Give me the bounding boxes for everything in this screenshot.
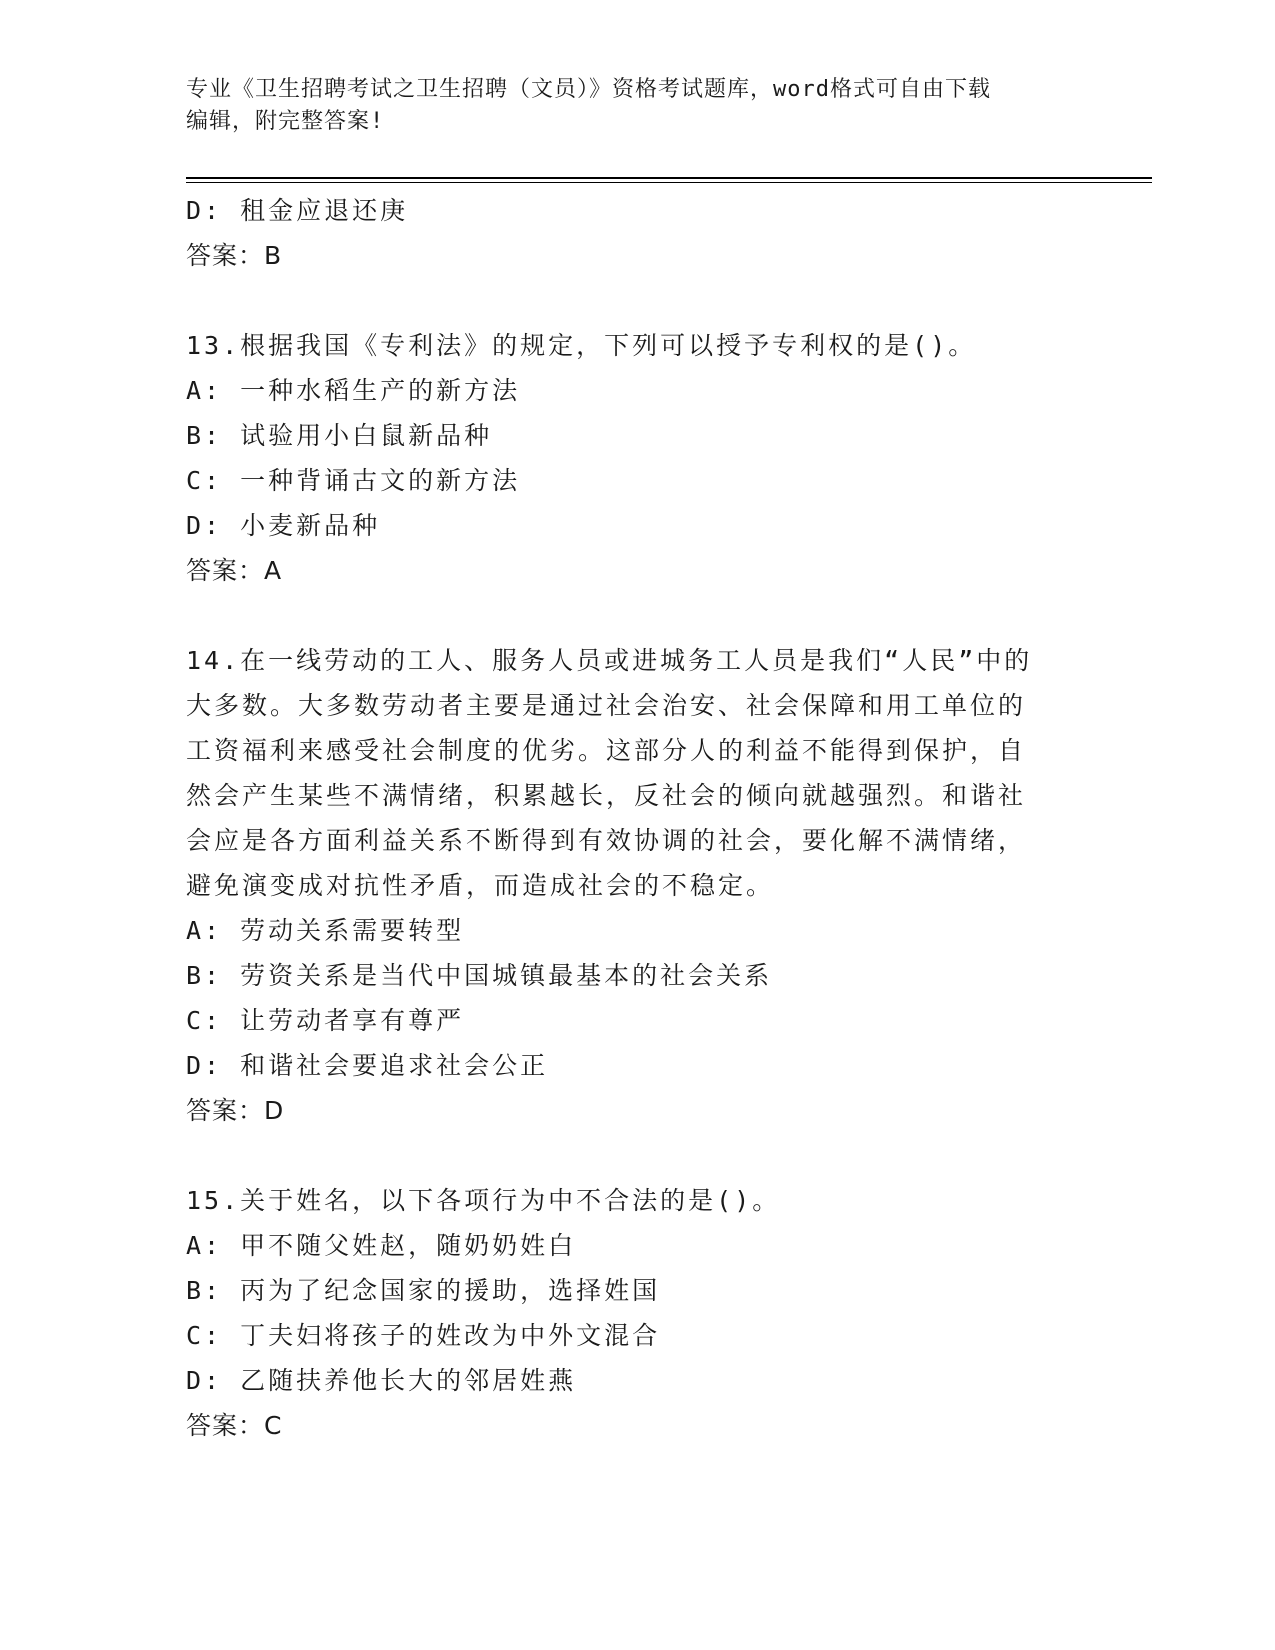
question-spacer bbox=[186, 1133, 1106, 1178]
header-divider-thin bbox=[186, 182, 1152, 183]
option-d: D: 和谐社会要追求社会公正 bbox=[186, 1051, 549, 1080]
question-stem-line: 会应是各方面利益关系不断得到有效协调的社会，要化解不满情绪， bbox=[186, 826, 1027, 855]
header-divider-thick bbox=[186, 177, 1152, 179]
answer-line: 答案：D bbox=[186, 1096, 285, 1125]
answer-line: 答案：B bbox=[186, 241, 283, 270]
option-d: D: 乙随扶养他长大的邻居姓燕 bbox=[186, 1366, 577, 1395]
question-stem: 13.根据我国《专利法》的规定，下列可以授予专利权的是()。 bbox=[186, 331, 977, 360]
answer-line: 答案：C bbox=[186, 1411, 283, 1440]
option-d: D: 小麦新品种 bbox=[186, 511, 381, 540]
option-d: D: 租金应退还庚 bbox=[186, 196, 409, 225]
question-stem-line: 大多数。大多数劳动者主要是通过社会治安、社会保障和用工单位的 bbox=[186, 691, 1027, 720]
question-stem-line: 14.在一线劳动的工人、服务人员或进城务工人员是我们“人民”中的 bbox=[186, 646, 1033, 675]
option-c: C: 丁夫妇将孩子的姓改为中外文混合 bbox=[186, 1321, 661, 1350]
option-b: B: 劳资关系是当代中国城镇最基本的社会关系 bbox=[186, 961, 773, 990]
previous-question-tail bbox=[186, 188, 1106, 278]
question-14 bbox=[186, 638, 1106, 1133]
page-header bbox=[186, 74, 1086, 138]
header-line-2: 编辑，附完整答案! bbox=[186, 109, 385, 134]
question-spacer bbox=[186, 593, 1106, 638]
option-a: A: 甲不随父姓赵，随奶奶姓白 bbox=[186, 1231, 577, 1260]
option-a: A: 劳动关系需要转型 bbox=[186, 916, 465, 945]
option-c: C: 一种背诵古文的新方法 bbox=[186, 466, 521, 495]
question-stem: 15.关于姓名，以下各项行为中不合法的是()。 bbox=[186, 1186, 781, 1215]
option-b: B: 丙为了纪念国家的援助，选择姓国 bbox=[186, 1276, 661, 1305]
option-a: A: 一种水稻生产的新方法 bbox=[186, 376, 521, 405]
option-c: C: 让劳动者享有尊严 bbox=[186, 1006, 465, 1035]
question-stem-line: 工资福利来感受社会制度的优劣。这部分人的利益不能得到保护，自 bbox=[186, 736, 1027, 765]
question-15 bbox=[186, 1178, 1106, 1448]
question-stem-line: 避免演变成对抗性矛盾，而造成社会的不稳定。 bbox=[186, 871, 775, 900]
question-stem-line: 然会产生某些不满情绪，积累越长，反社会的倾向就越强烈。和谐社 bbox=[186, 781, 1027, 810]
question-content bbox=[186, 188, 1106, 1448]
option-b: B: 试验用小白鼠新品种 bbox=[186, 421, 493, 450]
question-spacer bbox=[186, 278, 1106, 323]
answer-line: 答案：A bbox=[186, 556, 283, 585]
header-line-1: 专业《卫生招聘考试之卫生招聘（文员）》资格考试题库，word格式可自由下载 bbox=[186, 77, 991, 102]
question-13 bbox=[186, 323, 1106, 593]
